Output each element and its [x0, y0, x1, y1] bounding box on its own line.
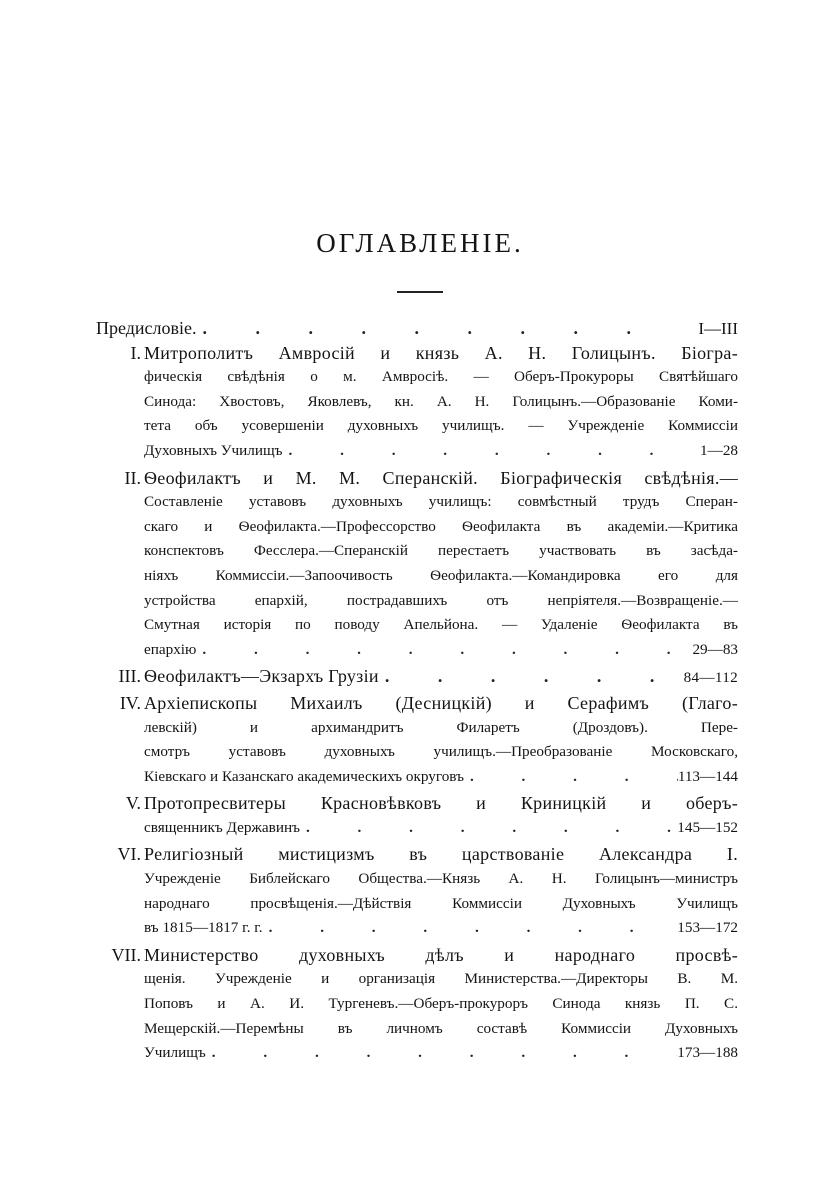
chapter-text-line: Поповъ и А. И. Тургеневъ.—Оберъ-прокуроръ Синода князь П. С. [144, 995, 738, 1013]
dot-leader [263, 916, 678, 941]
chapter-text-line: конспектовъ Фесслера.—Сперанскій перестаетъ участвовать въ засѣда- [144, 542, 738, 560]
chapter-text-line: скаго и Ѳеофилакта.—Профессорство Ѳеофилакта въ академіи.—Критика [144, 517, 738, 535]
chapter-text-line: народнаго просвѣщенія.—Дѣйствія Коммиссіи Духовныхъ Училищъ [144, 894, 738, 912]
preface-label: Предисловіе. [96, 318, 197, 338]
toc-entry[interactable] [96, 466, 738, 663]
chapter-text-line: ніяхъ Коммиссіи.—Запоочивость Ѳеофилакта.—Командировка его для [144, 566, 738, 584]
chapter-text-line: Религіозный мистицизмъ въ царствованіе Александра I. [144, 844, 738, 865]
chapter-number: I. [130, 342, 141, 363]
chapter-text-line: Архіепископы Михаилъ (Десницкій) и Серафимъ (Глаго- [144, 692, 738, 713]
chapter-text-line: Духовныхъ Училищъ [144, 441, 283, 459]
chapter-text-line: Ѳеофилактъ—Экзархъ Грузіи [144, 666, 379, 687]
chapter-text-line: Учрежденіе Библейскаго Общества.—Князь А. Н. Голицынъ—министръ [144, 870, 738, 888]
chapter-text-line: Синода: Хвостовъ, Яковлевъ, кн. А. Н. Голицынъ.—Образованіе Коми- [144, 392, 738, 410]
toc-entry[interactable] [96, 791, 738, 840]
chapter-text-line: епархію [144, 640, 197, 658]
chapter-number: III. [118, 666, 141, 687]
chapter-text-line: Протопресвитеры Красновѣвковъ и Криницкій и оберъ- [144, 793, 738, 814]
toc-entry[interactable] [96, 943, 738, 1066]
chapter-pages: 153—172 [677, 919, 738, 937]
chapter-text-line: Мещерскій.—Перемѣны въ личномъ составѣ Коммиссіи Духовныхъ [144, 1019, 738, 1037]
dot-leader [379, 664, 678, 689]
dot-leader [206, 1041, 677, 1066]
chapter-text-line: въ 1815—1817 г. г. [144, 919, 263, 937]
toc-entry[interactable] [96, 664, 738, 689]
chapter-pages: 1—28 [700, 441, 738, 459]
toc-entry[interactable] [96, 691, 738, 789]
chapter-text-line: Митрополитъ Амвросій и князь А. Н. Голицынъ. Біогра- [144, 342, 738, 363]
chapter-pages: 145—152 [677, 818, 738, 836]
chapter-pages: 173—188 [677, 1044, 738, 1062]
chapter-pages: 113—144 [677, 767, 738, 785]
chapter-text-line: тета объ усовершеніи духовныхъ училищъ. — Учрежденіе Коммиссіи [144, 417, 738, 435]
chapter-text-line: Училищъ [144, 1044, 206, 1062]
chapter-text-line: устройства епархій, пострадавшихъ отъ непріятеля.—Возвращеніе.— [144, 591, 738, 609]
chapter-text-line: смотръ уставовъ духовныхъ училищъ.—Преобразованіе Московскаго, [144, 743, 738, 761]
chapter-number: VI. [117, 844, 141, 865]
chapter-number: VII. [111, 944, 141, 965]
chapter-text-line: Смутная исторія по поводу Апельйона. — Удаленіе Ѳеофилакта въ [144, 616, 738, 634]
dot-leader [283, 439, 678, 464]
dot-leader [300, 816, 677, 841]
chapter-text-line: священникъ Державинъ [144, 818, 300, 836]
page-title: ОГЛАВЛЕНІЕ. [316, 228, 524, 258]
chapter-text-line: Кіевскаго и Казанскаго академическихъ округовъ [144, 767, 464, 785]
chapter-number: V. [125, 793, 141, 814]
chapter-number: IV. [119, 692, 141, 713]
dot-leader [196, 638, 678, 663]
chapter-pages: 84—112 [683, 669, 738, 687]
chapter-text-line: Составленіе уставовъ духовныхъ училищъ: совмѣстный трудъ Сперан- [144, 493, 738, 511]
chapter-text-line: Ѳеофилактъ и М. М. Сперанскій. Біографическія свѣдѣнія.— [144, 467, 738, 488]
toc-entry[interactable] [96, 842, 738, 940]
toc-entry-preface[interactable] [96, 316, 738, 341]
table-of-contents [96, 316, 738, 1066]
preface-pages: I—III [698, 319, 738, 338]
chapter-text-line: Министерство духовныхъ дѣлъ и народнаго просвѣ- [144, 944, 738, 965]
title-divider [397, 291, 443, 293]
dot-leader [197, 316, 678, 341]
chapter-pages: 29—83 [692, 640, 738, 658]
dot-leader [464, 765, 678, 790]
chapter-text-line: фическія свѣдѣнія о м. Амвросіѣ. — Оберъ-Прокуроры Святѣйшаго [144, 368, 738, 386]
chapter-text-line: левскій) и архимандритъ Филаретъ (Дроздовъ). Пере- [144, 718, 738, 736]
chapter-number: II. [124, 467, 141, 488]
toc-entry[interactable] [96, 341, 738, 464]
chapter-text-line: щенія. Учрежденіе и организація Министерства.—Директоры В. М. [144, 970, 738, 988]
